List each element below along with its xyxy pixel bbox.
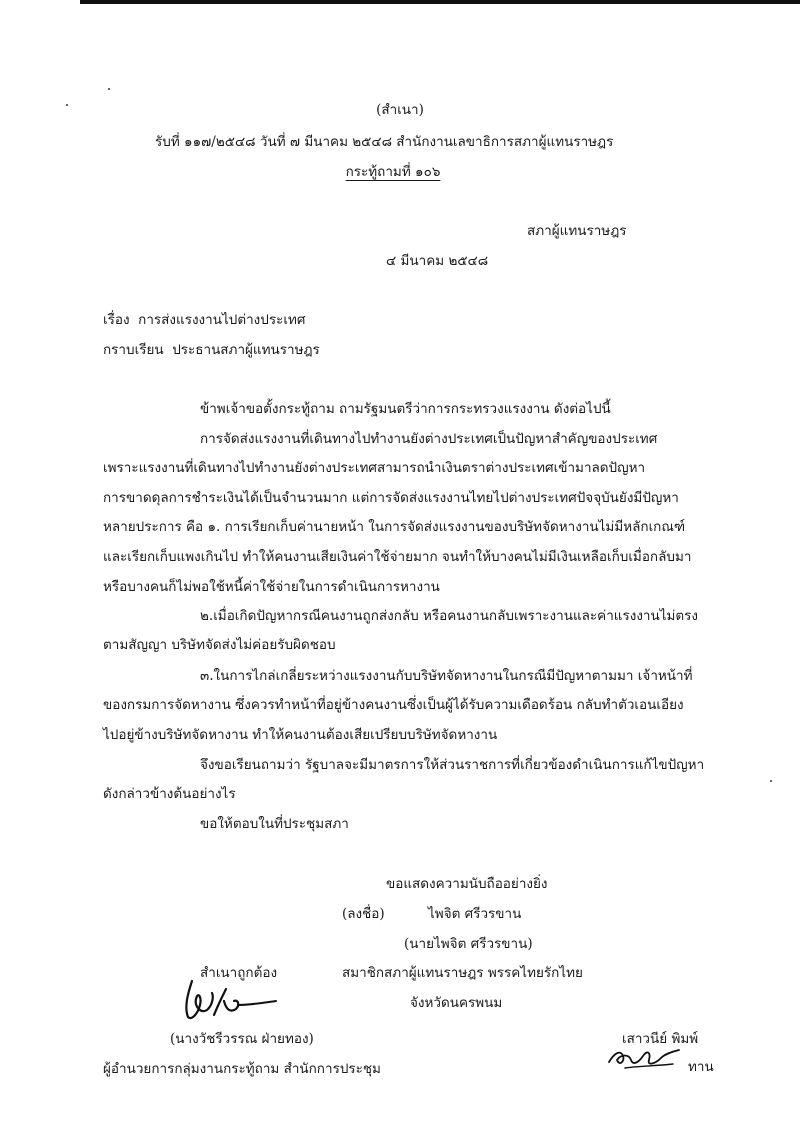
- body-line: จึงขอเรียนถามว่า รัฐบาลจะมีมาตรการให้ส่วนราชการที่เกี่ยวข้องดำเนินการแก้ไขปัญหา: [200, 757, 705, 773]
- body-line: ดังกล่าวข้างต้นอย่างไร: [103, 786, 236, 802]
- addressee-label: กราบเรียน: [103, 342, 164, 358]
- scan-speck: [108, 88, 110, 90]
- scan-speck: [770, 780, 772, 782]
- signer-name: ไพจิต ศรีวรขาน: [428, 906, 522, 922]
- sign-label: (ลงชื่อ): [342, 906, 385, 922]
- body-line: และเรียกเก็บแพงเกินไป ทำให้คนงานเสียเงินค่าใช้จ่ายมาก จนทำให้บางคนไม่มีเงินเหลือเก็บเมื่อกลับมา: [103, 549, 692, 565]
- body-line: ขอให้ตอบในที่ประชุมสภา: [200, 816, 349, 832]
- closing-regards: ขอแสดงความนับถืออย่างยิ่ง: [386, 876, 548, 892]
- body-line: หรือบางคนก็ไม่พอใช้หนี้ค่าใช้จ่ายในการดำเนินการหางาน: [103, 579, 440, 595]
- subject-text: การส่งแรงงานไปต่างประเทศ: [138, 312, 306, 328]
- body-line: หลายประการ คือ ๑. การเรียกเก็บค่านายหน้า ในการจัดส่งแรงงานของบริษัทจัดหางานไม่มีหลักเกณฑ์: [103, 519, 686, 535]
- body-line: การจัดส่งแรงงานที่เดินทางไปทำงานยังต่างประเทศเป็นปัญหาสำคัญของประเทศ: [200, 431, 658, 447]
- body-line: ๓.ในการไกล่เกลี่ยระหว่างแรงงานกับบริษัทจัดหางานในกรณีมีปัญหาตามมา เจ้าหน้าที่: [200, 668, 693, 684]
- addressee-text: ประธานสภาผู้แทนราษฎร: [172, 342, 320, 358]
- checker-label: ทาน: [688, 1059, 714, 1075]
- certifier-position: ผู้อำนวยการกลุ่มงานกระทู้ถาม สำนักการประชุม: [103, 1061, 381, 1077]
- subject-line: [103, 311, 305, 329]
- sender-office: สภาผู้แทนราษฎร: [527, 223, 627, 239]
- body-line: เพราะแรงงานที่เดินทางไปทำงานยังต่างประเทศสามารถนำเงินตราต่างประเทศเข้ามาลดปัญหา: [103, 460, 646, 476]
- body-line: การขาดดุลการชำระเงินได้เป็นจำนวนมาก แต่การจัดส่งแรงงานไทยไปต่างประเทศปัจจุบันยังมีปัญหา: [103, 490, 679, 506]
- top-scan-border: [80, 0, 800, 4]
- body-line: ไปอยู่ข้างบริษัทจัดหางาน ทำให้คนงานต้องเสียเปรียบบริษัทจัดหางาน: [103, 727, 498, 743]
- certifier-signature: [178, 975, 288, 1025]
- checker-signature: [605, 1044, 685, 1074]
- signer-province: จังหวัดนครพนม: [410, 995, 503, 1011]
- certified-copy-label: สำเนาถูกต้อง: [200, 965, 278, 981]
- question-number: กระทู้ถามที่ ๑๐๖: [345, 164, 441, 180]
- body-line: ของกรมการจัดหางาน ซึ่งควรทำหน้าที่อยู่ข้างคนงานซึ่งเป็นผู้ได้รับความเดือดร้อน กลับทำตัวเอนเอียง: [103, 697, 684, 713]
- typist-name: เสาวนีย์ พิมพ์: [622, 1031, 699, 1047]
- body-line: ตามสัญญา บริษัทจัดส่งไม่ค่อยรับผิดชอบ: [103, 637, 336, 653]
- subject-label: เรื่อง: [103, 312, 130, 328]
- received-line: รับที่ ๑๑๗/๒๕๔๘ วันที่ ๗ มีนาคม ๒๕๔๘ สำนักงานเลขาธิการสภาผู้แทนราษฎร: [155, 134, 614, 150]
- body-line: ข้าพเจ้าขอตั้งกระทู้ถาม ถามรัฐมนตรีว่าการกระทรวงแรงงาน ดังต่อไปนี้: [200, 401, 611, 417]
- certifier-name: (นางวัชรีวรรณ ฝ่ายทอง): [170, 1031, 314, 1047]
- signer-full-name: (นายไพจิต ศรีวรขาน): [404, 936, 533, 952]
- letter-date: ๔ มีนาคม ๒๕๔๘: [386, 253, 489, 269]
- addressee-line: [103, 341, 320, 359]
- signer-position: สมาชิกสภาผู้แทนราษฎร พรรคไทยรักไทย: [342, 965, 583, 981]
- body-line: ๒.เมื่อเกิดปัญหากรณีคนงานถูกส่งกลับ หรือคนงานกลับเพราะงานและค่าแรงงานไม่ตรง: [200, 608, 699, 624]
- copy-label: (สำเนา): [376, 102, 424, 118]
